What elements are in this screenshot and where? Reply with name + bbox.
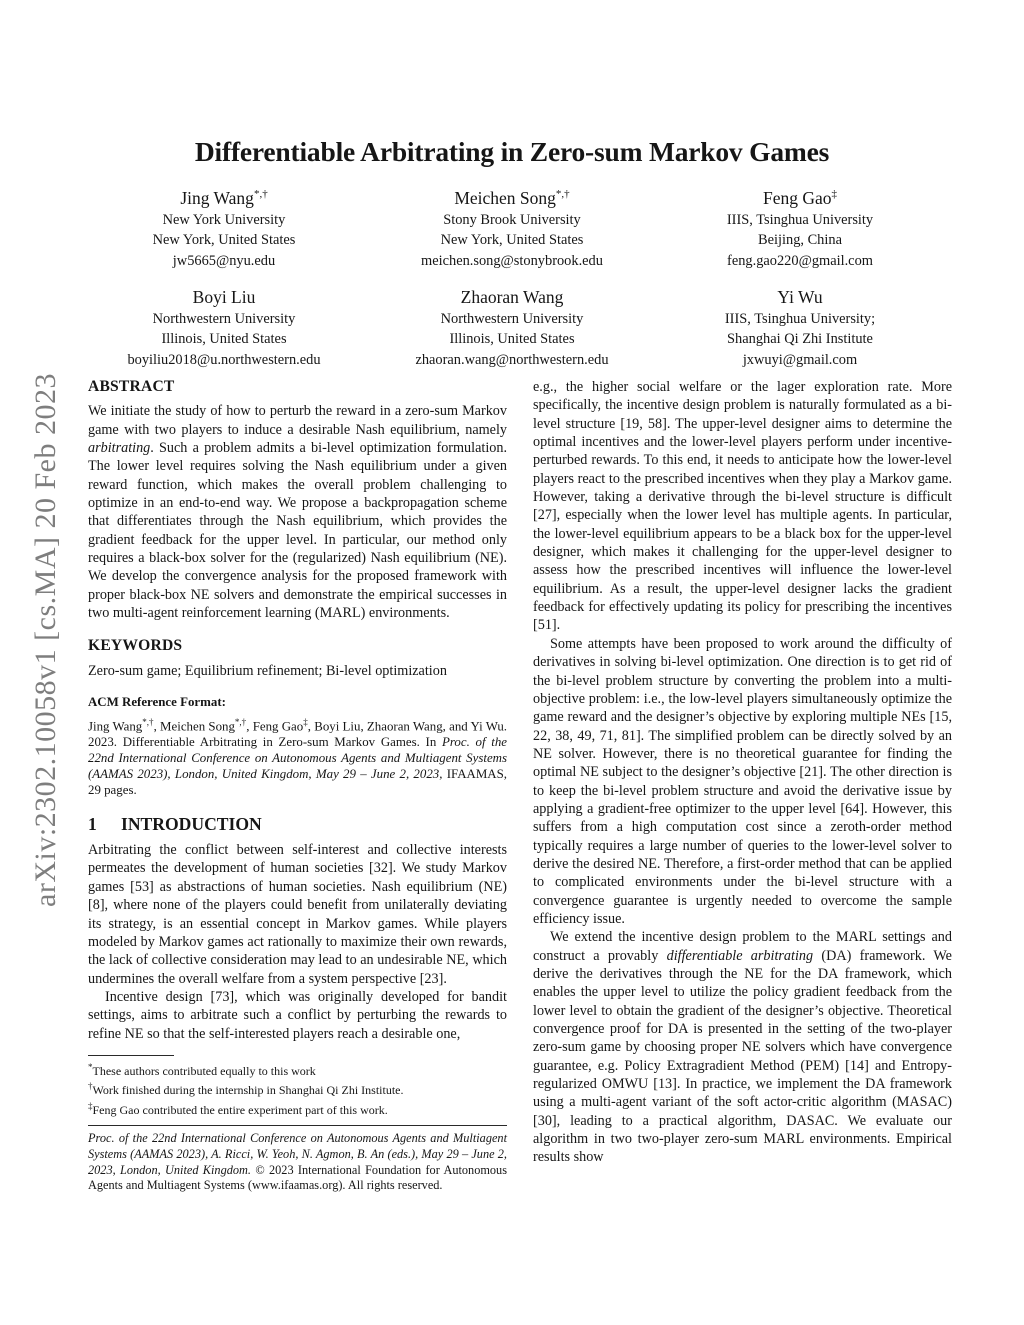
author-name (80, 282, 368, 309)
author-name-text: Feng Gao (762, 187, 832, 208)
section-number: 1 (88, 813, 97, 834)
footnote (88, 1060, 507, 1079)
copyright-notice (88, 1131, 507, 1194)
author-location: Illinois, United States (449, 331, 575, 348)
author-name-text: Boyi Liu (192, 286, 256, 307)
section-title: INTRODUCTION (121, 813, 262, 834)
acm-ref-part: , Boyi Liu, Zhaoran Wang, and Yi Wu. 2023. Differentiable Arbitrating in Zero-sum Markov Games. In (88, 718, 508, 749)
footnote (88, 1079, 507, 1098)
body-text-part: (DA) framework. We derive the derivatives through the NE for the DA framework, which enables the upper level to utilize the policy gradient feedback from the lower level to obtain the gradient of the designer’s objective. Theoretical convergence proof for DA is presented in the setting of the two-player zero-sum game by choosing proper NE solvers which have convergence guarantee, e.g. Policy Extragradient Method (PEM) [14] and Entropy-regularized OMWU [13]. In practice, we implement the DA framework using a multi-agent variant of the soft actor-critic algorithm (MASAC) [30], leading to a practical algorithm, DASAC. We evaluate our algorithm in two two-player zero-sum MARL environments. Empirical results show (533, 947, 952, 1166)
author-name (368, 282, 656, 309)
footnote-block (88, 1055, 507, 1194)
author-location: Beijing, China (758, 232, 842, 249)
author-email: feng.gao220@gmail.com (727, 252, 873, 269)
author-block (656, 282, 944, 370)
arxiv-watermark: arXiv:2302.10058v1 [cs.MA] 20 Feb 2023 (29, 373, 62, 907)
author-name (656, 183, 944, 210)
author-email: jxwuyi@gmail.com (742, 351, 858, 368)
left-column (88, 378, 507, 1194)
right-column (533, 378, 952, 1167)
keywords-text: Zero-sum game; Equilibrium refinement; Bi-level optimization (88, 662, 447, 679)
body-text-part: We extend the incentive design problem to the MARL settings and construct a provably (533, 929, 952, 964)
paper-title: Differentiable Arbitrating in Zero-sum Markov Games (194, 136, 830, 167)
acm-ref-part: , Feng Gao (246, 718, 304, 733)
acm-ref-part: Jing Wang (88, 718, 143, 733)
author-affiliation: IIIS, Tsinghua University (726, 211, 874, 228)
acm-ref-part: , Meichen Song (153, 718, 235, 733)
author-affiliation: Northwestern University (152, 310, 296, 327)
footnote-marker: † (88, 1081, 93, 1092)
author-affiliation: Northwestern University (440, 310, 584, 327)
author-name-text: Yi Wu (777, 286, 823, 307)
body-paragraph: e.g., the higher social welfare or the lager exploration rate. More specifically, the incentive design problem is naturally formulated as a bi-level structure [19, 58]. The upper-level designer aims to determine the optimal incentives and the lower-level players perform under incentive-perturbed rewards. To this end, it needs to anticipate how the lower-level players react to the prescribed incentives when they play a Markov game. However, taking a derivative through the bi-level structure is difficult [27], especially when the lower level has multiple agents. In particular, the lower-level equilibrium appears to be a black box for the upper-level designer, which makes it challenging for the upper-level designer to assess how the prescribed incentives will influence the lower-level equilibrium. As a result, the upper-level designer lacks the gradient feedback for effectively updating its policy for prescribing the incentives [51]. (533, 379, 952, 634)
abstract-italic-term: arbitrating (88, 440, 151, 457)
author-email: meichen.song@stonybrook.edu (421, 252, 603, 269)
author-affiliation: Stony Brook University (443, 211, 581, 228)
author-name (80, 183, 368, 210)
footnote (88, 1099, 507, 1118)
acm-reference-heading: ACM Reference Format: (88, 695, 226, 710)
acm-ref-sup: *,† (142, 716, 154, 727)
author-location: Illinois, United States (161, 331, 287, 348)
abstract-heading: ABSTRACT (88, 378, 175, 395)
author-footnote-marker: ‡ (831, 188, 838, 200)
footnote-text: Work finished during the internship in Shanghai Qi Zhi Institute. (92, 1083, 404, 1098)
author-name-text: Jing Wang (180, 187, 254, 208)
authors-row-2 (80, 282, 944, 370)
acm-ref-part: IFAAMAS, 29 pages. (88, 766, 507, 797)
copyright-venue-italic: Proc. of the 22nd International Conference on Autonomous Agents and Multiagent Systems (AAMAS 2023), A. Ricci, W. Yeoh, N. Agmon, B. An (eds.), May 29 – June 2, 2023, London, United Kingdom. (88, 1131, 507, 1177)
author-email: zhaoran.wang@northwestern.edu (415, 351, 609, 368)
keywords-heading: KEYWORDS (88, 637, 183, 655)
copyright-text: © 2023 International Foundation for Autonomous Agents and Multiagent Systems (www.ifaamas.org). All rights reserved. (88, 1162, 507, 1193)
footnote-text: These authors contributed equally to this work (92, 1063, 316, 1078)
author-location: Shanghai Qi Zhi Institute (727, 331, 873, 348)
author-block (656, 183, 944, 271)
author-block (80, 282, 368, 370)
footnote-rule (88, 1055, 174, 1056)
acm-ref-sup: *,† (234, 716, 247, 727)
author-name (368, 183, 656, 210)
footnote-marker: ‡ (88, 1100, 93, 1111)
author-footnote-marker: *,† (555, 188, 570, 200)
abstract-text-part: . Such a problem admits a bi-level optimization formulation. The lower level requires solving the Nash equilibrium under a given reward function, which makes the overall problem challenging to optimize in an end-to-end way. We propose a backpropagation scheme that differentiates through the Nash equilibrium, which provides the gradient feedback for the upper level. In particular, our method only requires a black-box solver for the (regularized) Nash equilibrium (NE). We develop the convergence analysis for the proposed framework with proper black-box NE solvers and demonstrate the empirical successes in two multi-agent reinforcement learning (MARL) environments. (88, 440, 507, 622)
author-name-text: Meichen Song (454, 187, 556, 208)
author-block (80, 183, 368, 271)
abstract-text (88, 402, 507, 622)
author-affiliation: IIIS, Tsinghua University; (724, 310, 876, 327)
author-location: New York, United States (440, 232, 584, 249)
author-name (656, 282, 944, 309)
author-name-text: Zhaoran Wang (460, 286, 564, 307)
footnote-text: Feng Gao contributed the entire experiment part of this work. (92, 1102, 388, 1117)
authors-row-1 (80, 183, 944, 271)
author-block (368, 282, 656, 370)
author-affiliation: New York University (162, 211, 286, 228)
author-email: boyiliu2018@u.northwestern.edu (127, 351, 321, 368)
body-paragraph: Some attempts have been proposed to work around the difficulty of derivatives in solving bi-level optimization. One direction is to get rid of the bi-level problem structure by converting the problem into a multi-objective problem: i.e., the low-level players simultaneously optimize the game reward and the designer’s objective by exploring multiple NEs [15, 22, 38, 49, 71, 81]. The simplified problem can be directly solved by an NE solver. However, there is no theoretical guarantee for finding the optimal NE subject to the designer’s objective [21]. The other direction is to keep the bi-level problem structure and avoid the derivative issue by applying a gradient-free optimizer to the upper level [64]. However, this suffers from a high computation cost since a zeroth-order method typically requires a large number of queries to the lower-level solver to derive the desired NE. Therefore, a first-order method that can be applied to complicated environments under the bi-level structure with a convergence guarantee is urgently needed to overcome the sample efficiency issue. (533, 635, 952, 927)
acm-ref-venue-italic: Proc. of the 22nd International Conference on Autonomous Agents and Multiagent Systems (AAMAS 2023), London, United Kingdom, May 29 – June 2, 2023, (88, 734, 507, 781)
body-italic-term: differentiable arbitrating (666, 947, 814, 964)
acm-reference-text (88, 714, 507, 798)
section-heading-introduction (88, 815, 507, 833)
body-paragraph (533, 928, 952, 1166)
author-email: jw5665@nyu.edu (172, 252, 276, 269)
footnote-marker: * (88, 1061, 93, 1072)
copyright-rule (88, 1125, 507, 1126)
acm-ref-sup: ‡ (303, 716, 308, 727)
author-footnote-marker: *,† (253, 188, 268, 200)
intro-paragraph: Arbitrating the conflict between self-interest and collective interests permeates the development of human societies [32]. We study Markov games [53] as abstractions of human societies. Nash equilibrium (NE) [8], where none of the players could benefit from unilaterally deviating its strategy, is an essential concept in Markov games. While players modeled by Markov games act rationally to maximize their own rewards, the lack of collective consideration may lead to an undesirable NE, which undermines the overall welfare from a system perspective [23]. (88, 842, 507, 987)
author-location: New York, United States (152, 232, 296, 249)
intro-paragraph: Incentive design [73], which was originally developed for bandit settings, aims to arbitrate such a conflict by perturbing the rewards to refine NE so that the self-interested players reach a desirable one, (88, 988, 507, 1042)
author-block (368, 183, 656, 271)
abstract-text-part: We initiate the study of how to perturb the reward in a zero-sum Markov game with two players to induce a desirable Nash equilibrium, namely (88, 403, 507, 438)
